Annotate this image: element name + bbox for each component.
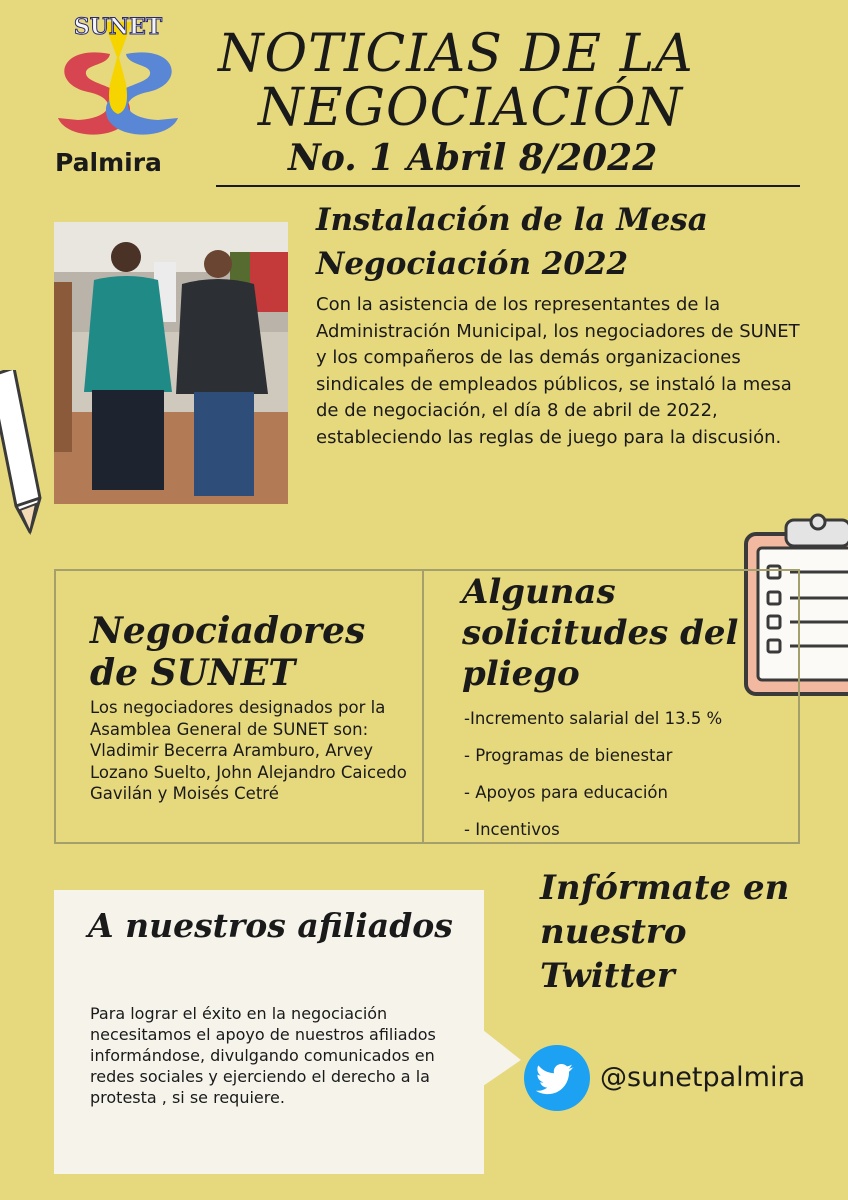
list-item: - Apoyos para educación (464, 783, 668, 802)
page-title-line2: NEGOCIACIÓN (258, 78, 683, 138)
list-item: -Incremento salarial del 13.5 % (464, 709, 723, 728)
installation-heading: Instalación de la Mesa Negociación 2022 (316, 202, 708, 282)
list-item: - Programas de bienestar (464, 746, 673, 765)
page-title-line1: NOTICIAS DE LA (218, 24, 694, 84)
location-label: Palmira (55, 148, 162, 177)
installation-body: Con la asistencia de los representantes de la Administración Municipal, los negociadores de SUNET y los compañeros de las demás organizaciones sindicales de empleados públicos, se instaló la mesa de de negociación, el día 8 de abril de 2022, estableciendo las reglas de juego para la discusión. (316, 294, 800, 448)
twitter-bird-icon[interactable] (524, 1045, 590, 1111)
twitter-handle-link[interactable]: @sunetpalmira (600, 1062, 806, 1093)
affiliates-heading: A nuestros afiliados (88, 906, 453, 945)
negotiators-photo (54, 222, 288, 504)
requests-list (464, 706, 722, 854)
issue-number: No. 1 Abril 8/2022 (288, 137, 658, 179)
affiliates-body: Para lograr el éxito en la negociación necesitamos el apoyo de nuestros afiliados informándose, divulgando comunicados en redes sociales y ejerciendo el derecho a la protesta , si se requiere. (90, 1004, 436, 1107)
negotiators-body: Los negociadores designados por la Asamblea General de SUNET son: Vladimir Becerra Aramburo, Arvey Lozano Suelto, John Alejandro Caicedo Gavilán y Moisés Cetré (90, 698, 407, 803)
speech-bubble-tail (483, 1030, 523, 1094)
logo-graphic (48, 14, 188, 144)
sunet-logo (48, 14, 188, 144)
header-divider (216, 185, 800, 187)
list-item: - Incentivos (464, 820, 560, 839)
negotiators-heading: Negociadores de SUNET (90, 610, 366, 694)
requests-heading: Algunas solicitudes del pliego (462, 572, 739, 694)
svg-text:SUNET: SUNET (73, 14, 163, 40)
twitter-heading: Infórmate en nuestro Twitter (540, 868, 790, 996)
pencil-icon (0, 370, 46, 536)
